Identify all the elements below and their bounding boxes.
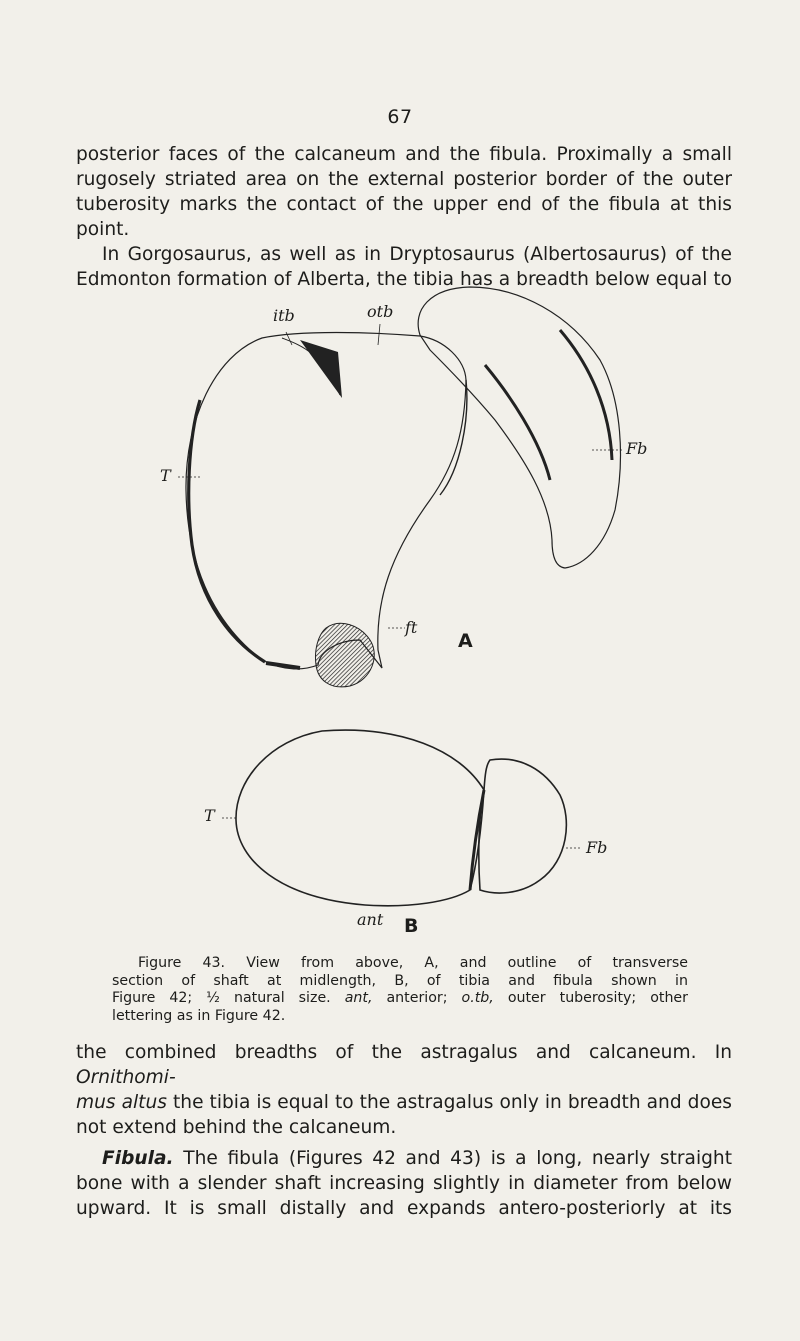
text-line: upward. It is small distally and expands antero-posteriorly at its bbox=[76, 1198, 732, 1219]
label-Fb-b: Fb bbox=[586, 838, 608, 857]
panel-b-drawing bbox=[222, 730, 582, 906]
caption-line: section of shaft at midlength, B, of tibia and fibula shown in bbox=[112, 972, 688, 989]
label-itb: itb bbox=[273, 306, 295, 325]
panel-label-b: B bbox=[404, 915, 419, 937]
text-line: tuberosity marks the contact of the upper end of the fibula at this point. bbox=[76, 194, 732, 240]
text-line: posterior faces of the calcaneum and the fibula. Proximally a small bbox=[76, 144, 732, 165]
tibia-outline-a bbox=[186, 333, 466, 669]
caption-line: Figure 42; ½ natural size. ant, anterior; o.tb, outer tuberosity; other bbox=[112, 990, 688, 1007]
text-line: Edmonton formation of Alberta, the tibia has a breadth below equal to bbox=[76, 269, 732, 290]
caption-line: Figure 43. View from above, A, and outline of transverse bbox=[138, 955, 688, 971]
label-ant: ant bbox=[357, 910, 384, 929]
text-line: the combined breadths of the astragalus and calcaneum. In Ornithomi- bbox=[76, 1042, 732, 1088]
text-line: mus altus the tibia is equal to the astragalus only in breadth and does bbox=[76, 1092, 732, 1113]
hatched-facet bbox=[315, 623, 374, 687]
label-ft: ft bbox=[405, 618, 418, 637]
panel-label-a: A bbox=[458, 630, 473, 652]
paragraph-bottom bbox=[76, 1040, 732, 1221]
section-heading-fibula: Fibula. bbox=[102, 1148, 174, 1169]
label-Fb-a: Fb bbox=[626, 439, 648, 458]
caption-line: lettering as in Figure 42. bbox=[112, 1007, 286, 1024]
label-T-a: T bbox=[160, 466, 171, 485]
text-line: bone with a slender shaft increasing slightly in diameter from below bbox=[76, 1173, 732, 1194]
text-line: Fibula. The fibula (Figures 42 and 43) is a long, nearly straight bbox=[102, 1148, 732, 1169]
leader-otb bbox=[378, 324, 380, 345]
text-line: not extend behind the calcaneum. bbox=[76, 1117, 397, 1138]
text-line: rugosely striated area on the external posterior border of the outer bbox=[76, 169, 732, 190]
text-line: In Gorgosaurus, as well as in Dryptosaurus (Albertosaurus) of the bbox=[102, 244, 732, 265]
tibia-outline-b bbox=[236, 730, 484, 906]
fibula-outline-a bbox=[418, 287, 620, 568]
fibula-outline-b bbox=[479, 759, 567, 893]
tibia-thick-border bbox=[189, 400, 265, 662]
figure-caption bbox=[112, 955, 688, 1025]
label-T-b: T bbox=[204, 806, 215, 825]
panel-a-drawing bbox=[178, 287, 622, 687]
page-number: 67 bbox=[387, 106, 413, 128]
label-otb: otb bbox=[367, 302, 394, 321]
